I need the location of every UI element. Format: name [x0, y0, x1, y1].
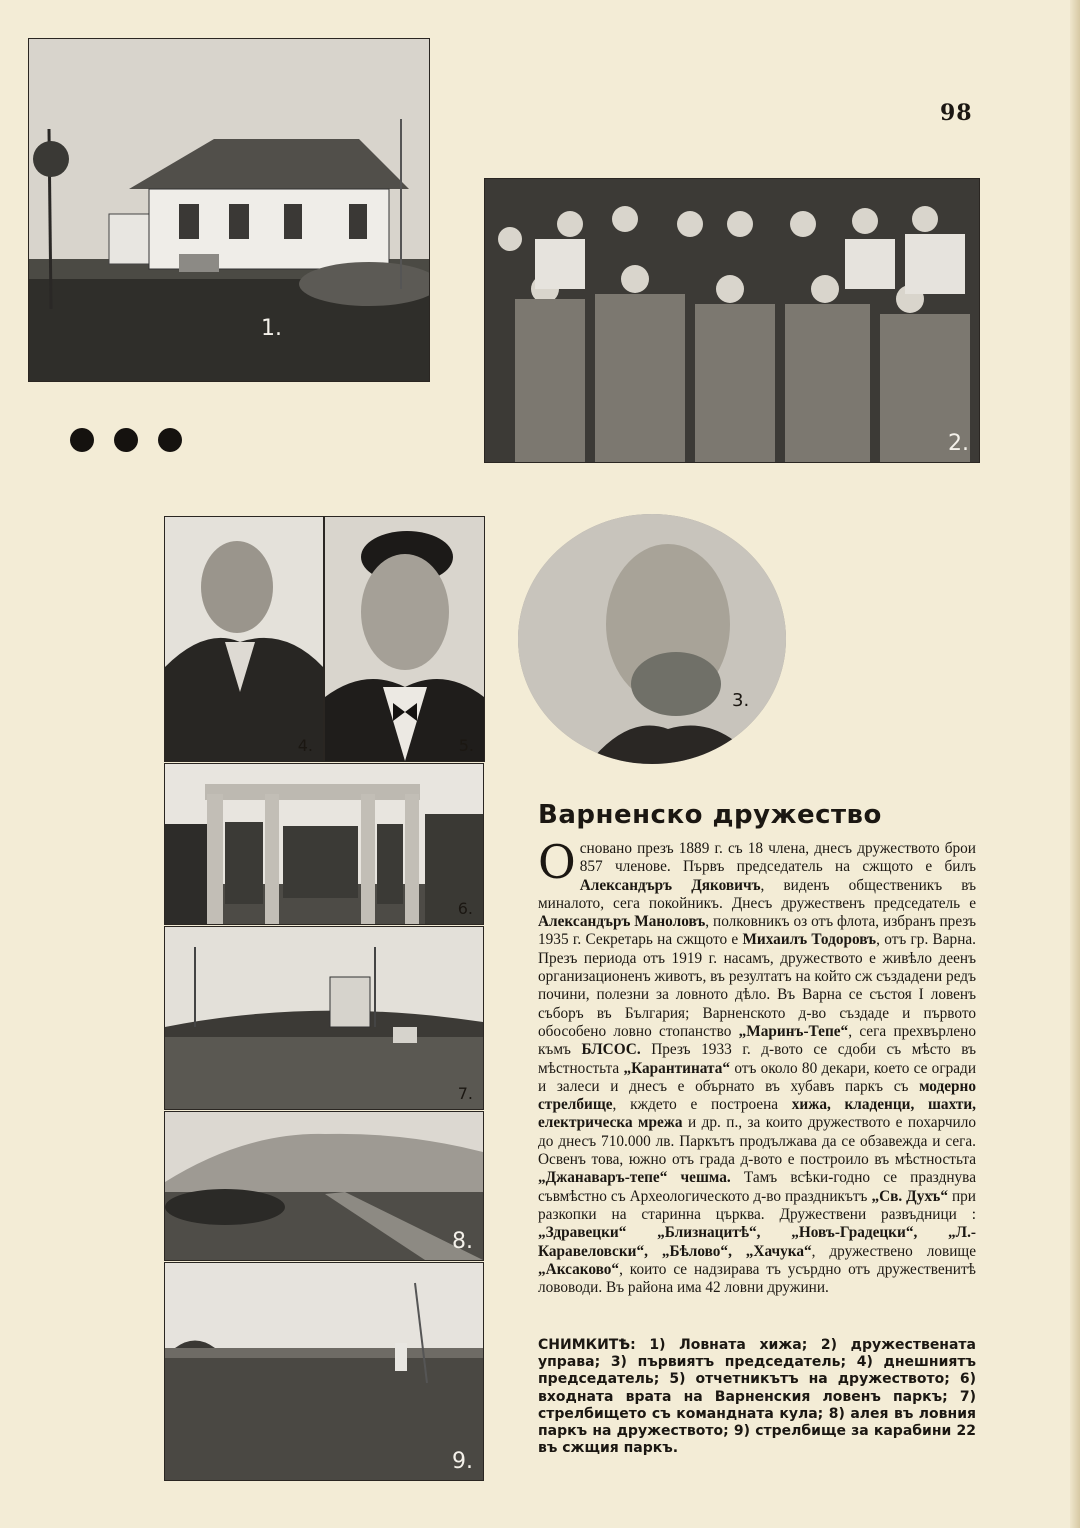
nursery-list: „Здравецки“ „Близнацитѣ“, „Новъ-Градецки“, „Л.-Каравеловски“, „Бѣлово“, „Хачука“	[538, 1224, 976, 1260]
captions-text: 1) Ловната хижа; 2) дружествената управа; 3) първиятъ председатель; 4) днешниятъ председатель; 5) отчетникътъ на дружеството; 6) входната врата на Варненския ловенъ паркъ; 7) стрелбището съ командната кула; 8) алея въ ловния паркъ на дружеството; 9) стрелбище за карабини 22 въ сжщия паркъ.	[538, 1337, 976, 1457]
article-body	[538, 835, 977, 1297]
holiday-name: „Св. Духъ“	[871, 1187, 948, 1205]
secretary-image	[325, 517, 484, 761]
board-group-image	[485, 179, 979, 462]
photo-hunting-lodge	[28, 38, 430, 382]
photo-secretary	[324, 516, 485, 762]
dot-icon	[158, 428, 182, 452]
facility-list: хижа, кладенци, шахти, електрическа мрежа	[538, 1096, 976, 1132]
article-heading: Варненско дружество	[538, 800, 882, 830]
photo-number: 2.	[948, 431, 969, 456]
page-number: 98	[940, 100, 973, 126]
decorative-dots	[70, 428, 182, 452]
current-chairman-image	[165, 517, 323, 761]
article-text: , дружествено ловище	[811, 1242, 976, 1260]
article-text: , които се надзирава тъ усърдно отъ дружественитѣ лововоди. Въ района има 42 ловни дружини.	[538, 1260, 976, 1297]
place-name: „Маринъ-Тепе“	[738, 1022, 849, 1040]
person-name: Александъръ Дяковичъ	[579, 876, 761, 894]
captions-label: СНИМКИТѢ:	[538, 1337, 636, 1353]
photo-number: 5.	[458, 736, 474, 755]
photo-park-gate	[164, 763, 484, 925]
article-text: отъ около 80 декари, което се огради и залеси и днесъ е обърнато въ хубавъ паркъ съ	[538, 1059, 977, 1095]
article-text: сновано презъ 1889 г. съ 18 члена, днесъ дружеството брои 857 членове. Първъ председатель на сжщото е билъ	[579, 840, 976, 876]
photo-number: 7.	[457, 1084, 473, 1103]
photo-current-chairman	[164, 516, 324, 762]
photo-captions	[538, 1337, 976, 1457]
photo-number: 3.	[732, 690, 750, 711]
photo-number: 4.	[297, 736, 313, 755]
photo-number: 1.	[261, 316, 282, 341]
place-name: „Карантината“	[623, 1059, 731, 1077]
organization-name: БЛСОС.	[581, 1041, 641, 1059]
photo-park-alley	[164, 1111, 484, 1261]
page-edge	[1070, 0, 1080, 1528]
place-name: „Аксаково“	[538, 1260, 620, 1278]
article-text: Тамъ всѣки-годно се празднува съвмѣстно съ Археологическото д-во праздникътъ	[538, 1169, 976, 1205]
article-text: , отъ гр. Варна. Презъ периода отъ 1919 г. насамъ, дружеството е живѣло деенъ организационенъ животъ, въ резултатъ на който сж създадени редъ почини, полезни за ловното дѣло. Въ Варна се състоя I ловенъ съборъ въ България; Варненското д-во създаде и първото обособено ловно стопанство	[538, 931, 976, 1040]
article-text: при разкопки на старинна църква. Дружествени развъдници :	[538, 1187, 976, 1223]
facility-name: модерно стрелбище	[538, 1077, 976, 1114]
shooting-range-image	[165, 927, 483, 1109]
park-gate-image	[165, 764, 483, 924]
hunting-lodge-image	[29, 39, 429, 381]
article-text: , полковникъ оз отъ флота, избранъ презъ 1935 г. Секретарь на сжщото е	[538, 913, 976, 949]
person-name: Александъръ Маноловъ	[538, 913, 706, 931]
photo-number: 6.	[457, 899, 473, 918]
photo-number: 8.	[452, 1229, 473, 1254]
first-chairman-image	[518, 514, 786, 764]
photo-number: 9.	[452, 1449, 473, 1474]
article-text: Презъ 1933 г. д-вото се сдоби съ мѣсто въ мѣстностьта	[538, 1041, 976, 1077]
park-alley-image	[165, 1112, 483, 1260]
photo-first-chairman	[518, 514, 786, 764]
dot-icon	[70, 428, 94, 452]
article-text: , кждето е построена	[612, 1096, 792, 1114]
photo-board-group	[484, 178, 980, 463]
photo-carbine-range	[164, 1262, 484, 1481]
place-name: „Джанаваръ-тепе“ чешма.	[538, 1169, 731, 1187]
drop-cap: О	[538, 835, 576, 889]
dot-icon	[114, 428, 138, 452]
article-text: и др. п., за които дружеството е похарчило до днесъ 710.000 лв. Паркътъ продължава да се обзавежда и сега. Освенъ това, южно отъ града д-вото е построило въ мѣстностьта	[538, 1114, 976, 1169]
article-text: , сега прехвърлено къмъ	[538, 1022, 976, 1059]
article-text: , виденъ общественикъ въ миналото, сега покойникъ. Днесъ дружественъ председатель е	[538, 876, 977, 912]
photo-shooting-range	[164, 926, 484, 1110]
carbine-range-image	[165, 1263, 483, 1480]
person-name: Михаилъ Тодоровъ	[742, 931, 877, 949]
